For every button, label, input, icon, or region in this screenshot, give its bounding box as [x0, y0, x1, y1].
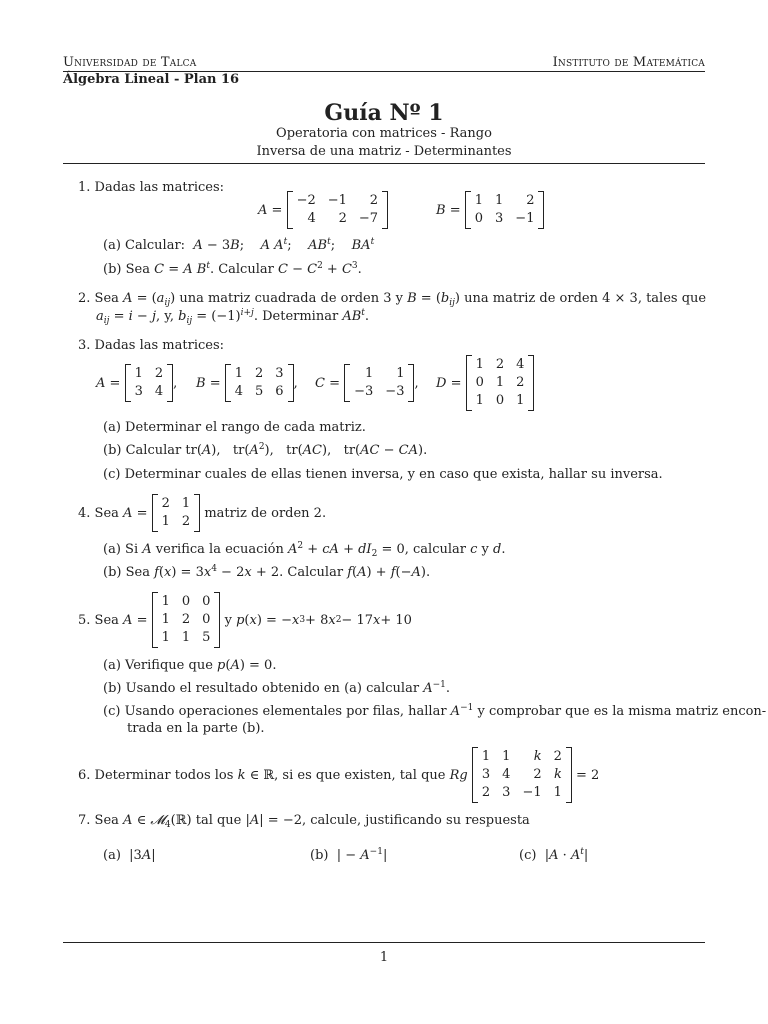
subtitle-2: Inversa de una matriz - Determinantes — [256, 144, 512, 159]
page-title: Guía Nº 1 — [324, 100, 444, 126]
problem-3a: (a) Determinar el rango de cada matriz. — [103, 420, 366, 435]
problem-6: 6. Determinar todos los k ∈ ℝ , si es que existen, tal que Rg 1 1 k 2 3 4 2 k 2 3 −1 1 = 2 — [78, 747, 599, 803]
page-number: 1 — [379, 950, 389, 965]
problem-4: 4. Sea A = 2 1 1 2 matriz de orden 2. — [78, 494, 326, 532]
footer-rule — [63, 942, 705, 943]
matrix-C-3: C = 1 1 −3 −3 , — [315, 364, 419, 402]
problem-3c: (c) Determinar cuales de ellas tienen inversa, y en caso que exista, hallar su inversa. — [103, 467, 663, 482]
problem-1: 1. Dadas las matrices: — [78, 180, 225, 195]
matrix-B-3: B = 1 2 3 4 5 6 , — [196, 364, 298, 402]
university-name: Universidad de Talca — [63, 55, 197, 70]
problem-3b: (b) Calcular tr(A), $tr(A^2)$, tr(AC), tr(AC − CA). — [103, 442, 428, 458]
matrix-D-3: D = 1 2 4 0 1 2 1 0 1 — [436, 355, 534, 411]
problem-5a: (a) Verifique que p(A) = 0. — [103, 658, 277, 673]
institute-name: Instituto de Matemática — [552, 55, 705, 70]
problem-5c-cont: trada en la parte (b). — [127, 721, 265, 736]
problem-2-line2: $a_{ij} = i - j$, y, $b_{ij} = (-1)^{i+j}$. Determinar $AB^t$. — [96, 308, 370, 326]
subtitle-1: Operatoria con matrices - Rango — [276, 126, 492, 141]
problem-5b: (b) Usando el resultado obtenido en (a) calcular $A^{-1}$. — [103, 680, 451, 696]
problem-4a: (a) Si A verifica la ecuación $A^2$ + cA + $dI_2 = 0$, calcular c y d. — [103, 541, 506, 559]
problem-1a: (a) Calcular: A − 3B; A $A^t$; $AB^t$; $BA^t$ — [103, 237, 375, 253]
matrix-B-1: B = 1 1 2 0 3 −1 — [436, 191, 544, 229]
problem-4b: (b) Sea $f(x) = 3x^4 - 2x + 2$. Calcular f(A) + f(−A). — [103, 564, 431, 580]
problem-7a: (a) |3A| — [103, 848, 156, 863]
problem-5: 5. Sea A = 1 0 0 1 2 0 1 1 5 y p ( x ) = − x 3 + 8 x 2 − 17 x + 10 — [78, 592, 412, 648]
problem-7c: (c) $|A \cdot A^t|$ — [519, 847, 589, 863]
problem-2-line1: 2. Sea $A = (a_{ij})$ una matriz cuadrada de orden 3 y $B = (b_{ij})$ una matriz de orden 4 × 3, tales que — [78, 291, 707, 308]
title-rule — [63, 163, 705, 164]
matrix-A-3: A = 1 2 3 4 , — [96, 364, 177, 402]
problem-5c: (c) Usando operaciones elementales por filas, hallar $A^{-1}$ y comprobar que es la misma matriz encon- — [103, 703, 767, 719]
matrix-A-1: A = −2 −1 2 4 2 −7 — [258, 191, 388, 229]
problem-7: 7. Sea A ∈ 𝓜$_4$(ℝ) tal que |A| = −2, calcule, justificando su respuesta — [78, 813, 530, 830]
problem-1b: (b) Sea C = A $B^t$. Calcular $C - C^2 + C^3$. — [103, 261, 362, 277]
problem-3: 3. Dadas las matrices: — [78, 338, 225, 353]
problem-7b: (b) | − $A^{-1}|$ — [310, 847, 388, 863]
course-name: Álgebra Lineal - Plan 16 — [63, 72, 240, 87]
